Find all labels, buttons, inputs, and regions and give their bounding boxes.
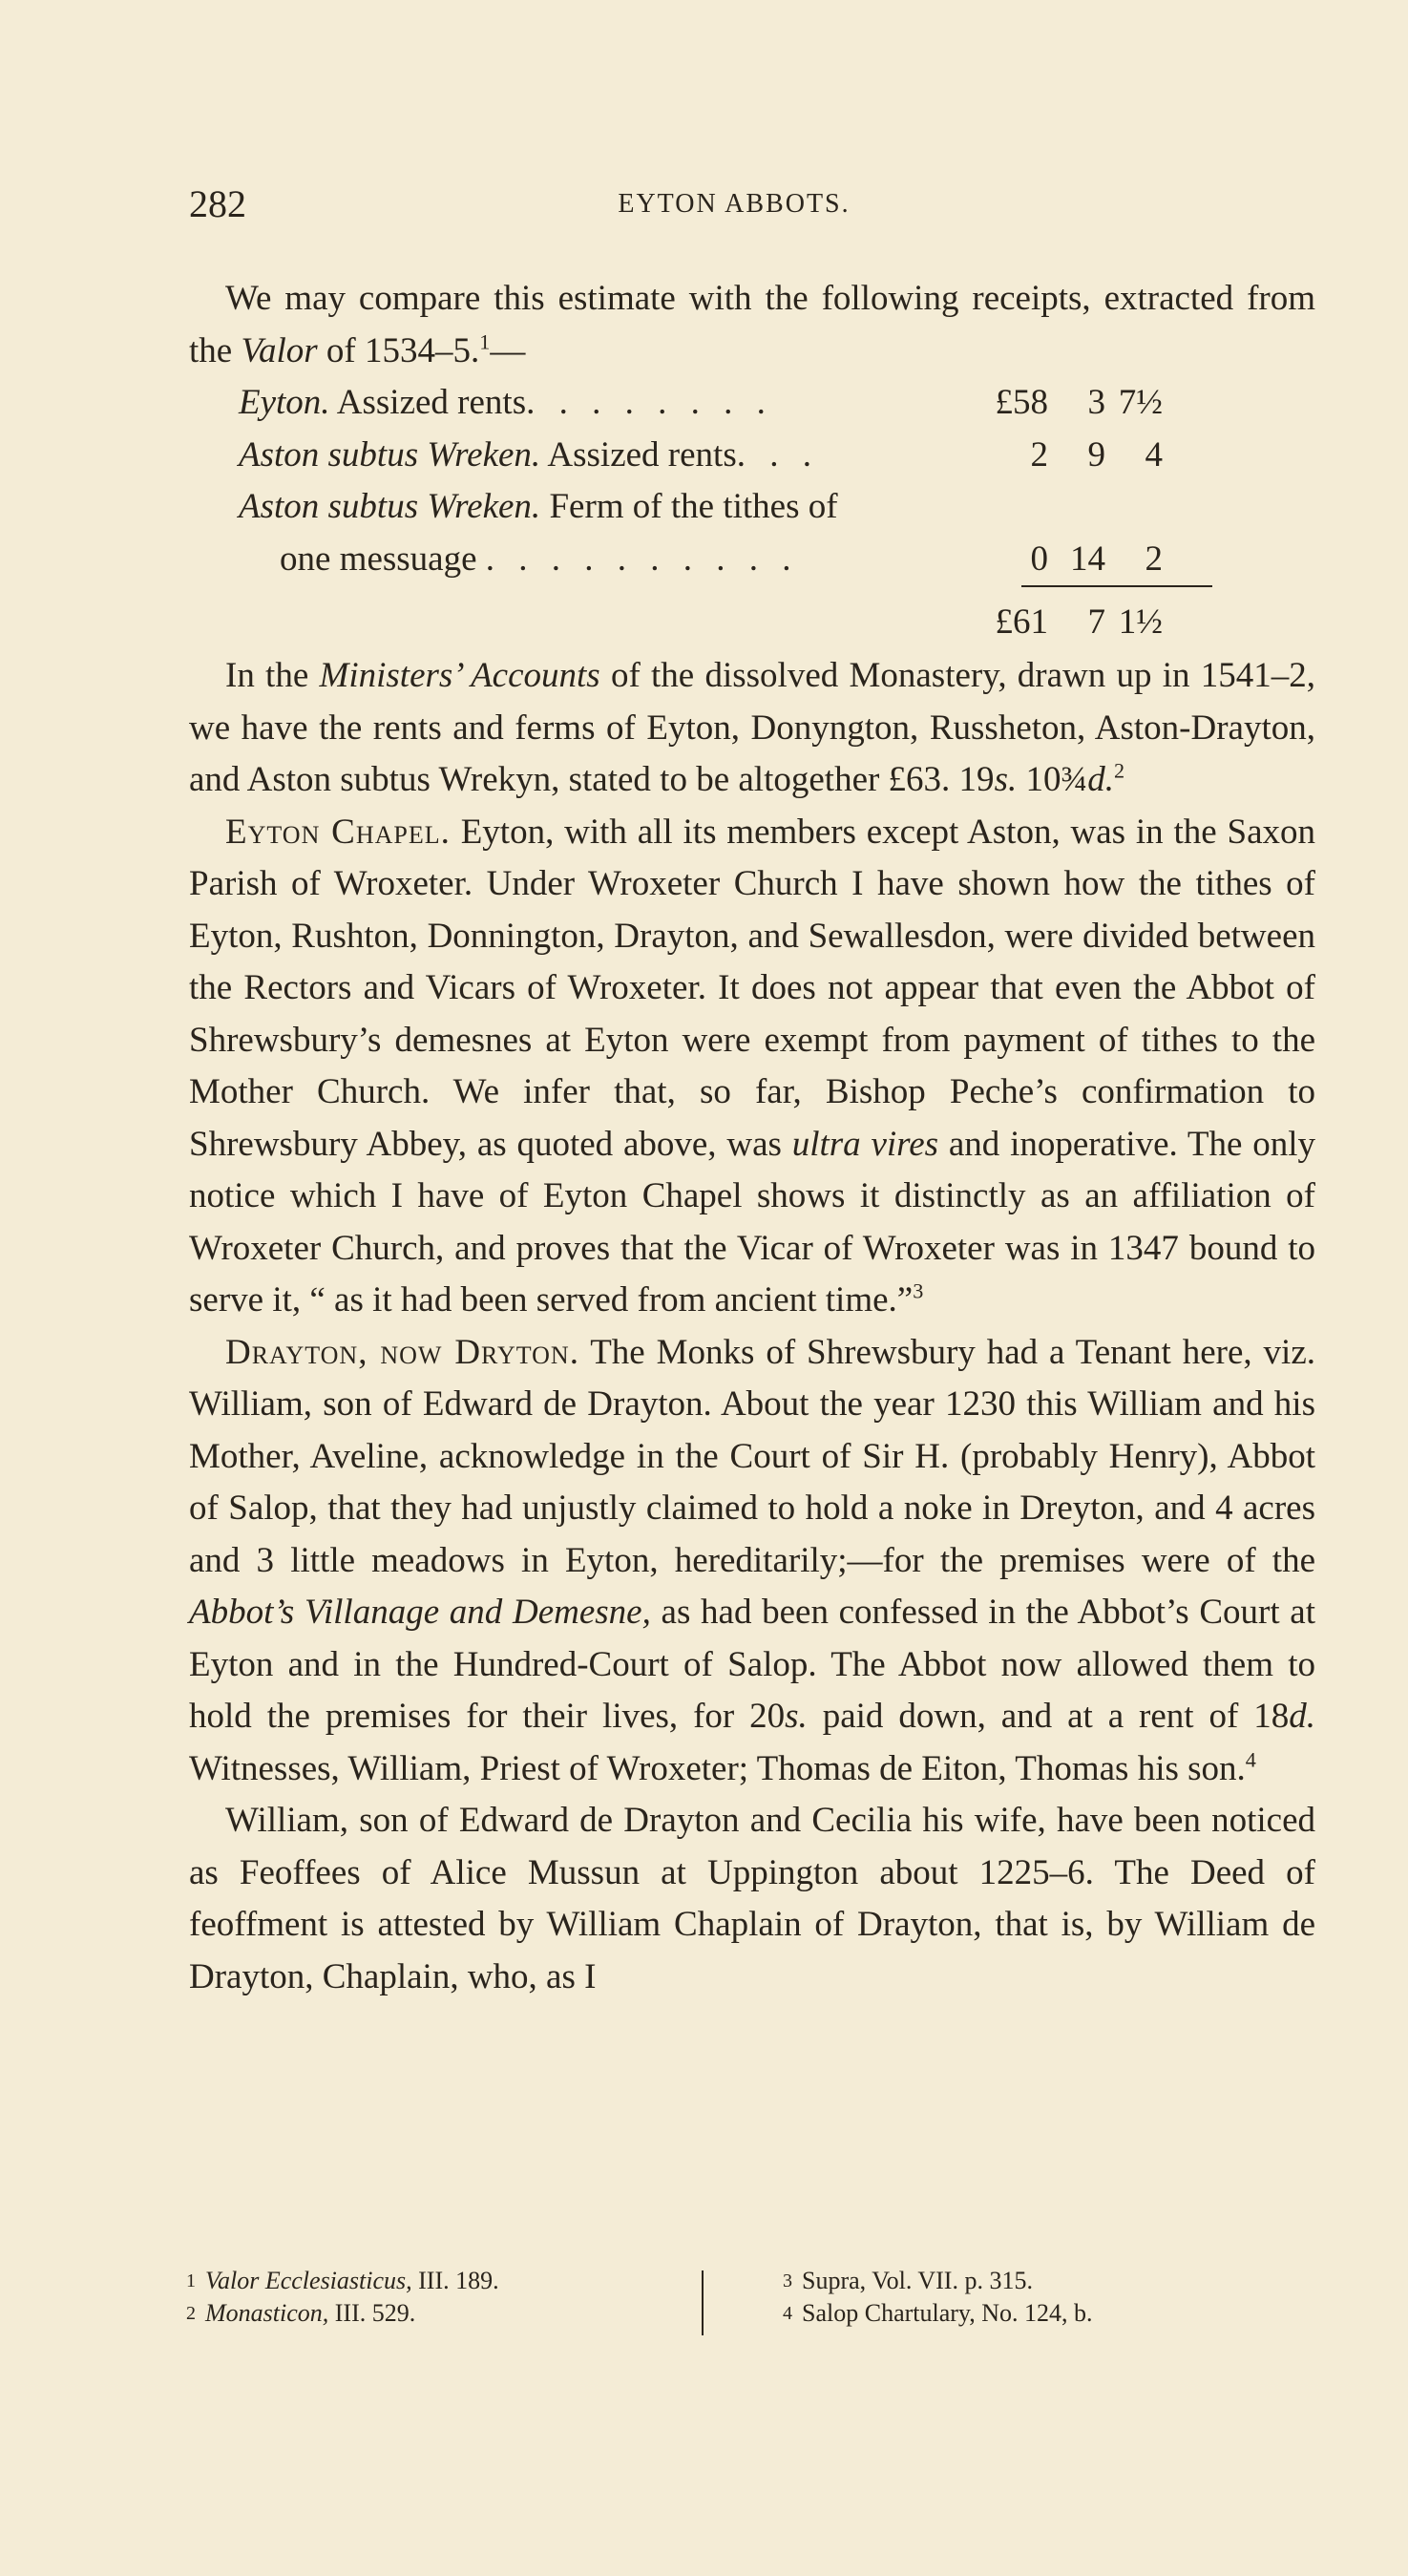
- amount-shillings: 9: [1087, 434, 1105, 475]
- rent-total-row: [189, 585, 1315, 650]
- footnote-divider: [702, 2270, 704, 2335]
- footnotes-right: [754, 2265, 1250, 2330]
- total-rule: [1021, 585, 1212, 587]
- page-header: [189, 181, 1279, 229]
- footnote-4: 4 Salop Chartulary, No. 124, b.: [783, 2299, 1093, 2327]
- paragraph-eyton-chapel: Eyton Chapel. Eyton, with all its members except Aston, was in the Saxon Parish of Wroxeter. Under Wroxeter Church I have shown how the tithes of Eyton, Rushton, Donnington, Drayton, and Sewallesdon, were divided between the Rectors and Vicars of Wroxeter. It does not appear that even the Abbot of Shrewsbury’s demesnes at Eyton were exempt from payment of tithes to the Mother Church. We infer that, so far, Bishop Peche’s confirmation to Shrewsbury Abbey, as quoted above, was ultra vires and inoperative. The only notice which I have of Eyton Chapel shows it distinctly as an affiliation of Wroxeter Church, and proves that the Vicar of Wroxeter was in 1347 bound to serve it, “ as it had been served from ancient time.”$^3$: [189, 812, 1316, 1320]
- amount-pounds: 2: [1030, 434, 1048, 475]
- paragraph-drayton: Drayton, now Dryton. The Monks of Shrewsbury had a Tenant here, viz. William, son of Edward de Drayton. About the year 1230 this William and his Mother, Aveline, acknowledge in the Court of Sir H. (probably Henry), Abbot of Salop, that they had unjustly claimed to hold a noke in Dreyton, and 4 acres and 3 little meadows in Eyton, hereditarily;—for the premises were of the Abbot’s Villanage and Demesne, as had been confessed in the Abbot’s Court at Eyton and in the Hundred-Court of Salop. The Abbot now allowed them to hold the premises for their lives, for 20s. paid down, and at a rent of 18d. Witnesses, William, Priest of Wroxeter; Thomas de Eiton, Thomas his son.$^4$: [189, 1332, 1316, 1788]
- amount-pounds: 0: [1030, 538, 1048, 579]
- amount-pounds: £58: [995, 383, 1048, 422]
- intro-paragraph: We may compare this estimate with the following receipts, extracted from the Valor of 1534–5.$^1$—: [189, 279, 1315, 370]
- main-text: [189, 273, 1315, 2003]
- footnotes: [158, 2265, 1227, 2351]
- paragraph-ministers-accounts: In the Ministers’ Accounts of the dissolved Monastery, drawn up in 1541–2, we have the rents and ferms of Eyton, Donyngton, Russheton, Aston-Drayton, and Aston subtus Wrekyn, stated to be altogether £63. 19s. 10¾d.$^2$: [189, 656, 1316, 799]
- section-heading: Drayton, now Dryton.: [225, 1332, 579, 1372]
- footnotes-left: [158, 2265, 654, 2330]
- paragraph-william: William, son of Edward de Drayton and Cecilia his wife, have been noticed as Feoffees of Alice Mussun at Uppington about 1225–6. The Deed of feoffment is attested by William Chaplain of Drayton, that is, by William de Drayton, Chaplain, who, as I: [189, 1801, 1315, 1996]
- rent-row-aston: Aston subtus Wreken. Assized rents. . . 2 9 4: [189, 430, 1315, 482]
- amount-shillings: 3: [1087, 383, 1105, 422]
- rent-row-aston-tithes-cont: one messuage . . . . . . . . . . 0 14 2: [189, 534, 1315, 586]
- footnote-2: 2 Monasticon, III. 529.: [186, 2299, 416, 2327]
- rent-row-eyton: Eyton. Assized rents. . . . . . . . £58 3 7½: [189, 377, 1315, 430]
- rent-row-aston-tithes: Aston subtus Wreken. Ferm of the tithes of: [239, 487, 838, 526]
- section-heading: Eyton Chapel.: [225, 812, 451, 852]
- footnote-3: 3 Supra, Vol. VII. p. 315.: [783, 2267, 1033, 2294]
- rent-table: [189, 377, 1315, 650]
- amount-shillings: 14: [1070, 538, 1105, 579]
- total-pence: 1½: [1118, 602, 1163, 642]
- total-pounds: £61: [995, 602, 1048, 642]
- total-shillings: 7: [1087, 602, 1105, 642]
- footnote-1: 1 Valor Ecclesiasticus, III. 189.: [186, 2267, 499, 2294]
- amount-pence: 4: [1145, 434, 1163, 475]
- amount-pence: 2: [1145, 538, 1163, 579]
- running-title: EYTON ABBOTS.: [618, 189, 851, 219]
- page-number: 282: [189, 182, 246, 225]
- amount-pence: 7½: [1118, 383, 1163, 422]
